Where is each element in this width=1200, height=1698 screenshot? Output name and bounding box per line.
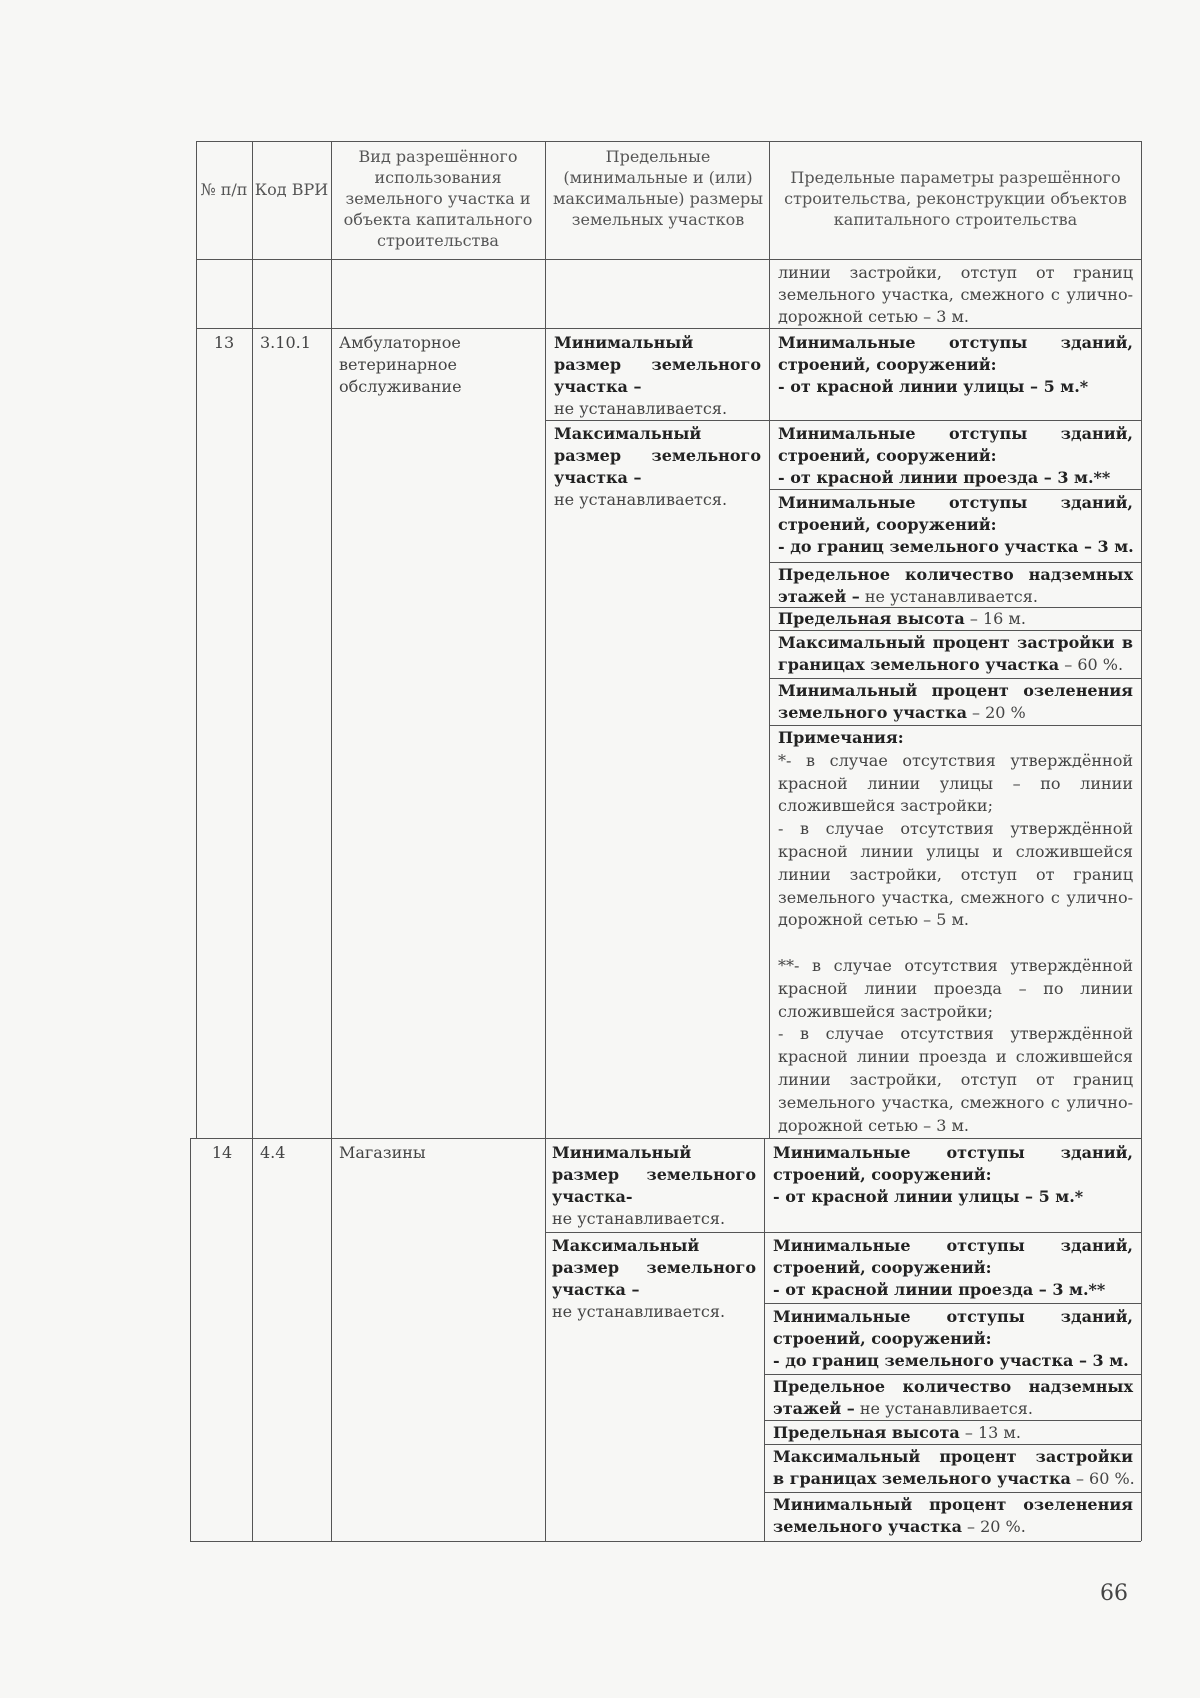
rule-r14-p2 [764,1303,1141,1304]
note-line: дорожной сетью – 5 м. [778,910,970,930]
row13-param-floors [778,564,1133,608]
row13-p1-a: Минимальные отступы зданий, [778,333,1133,352]
row14-min-size-t3: участка- [552,1187,633,1206]
row13-p6-a: Максимальный процент застройки в [778,633,1133,652]
row14-p4-b: этажей – [773,1399,855,1418]
row14-max-size-t3: участка – [552,1280,640,1299]
row13-notes [778,727,1133,1137]
rule-r13-p7 [769,725,1141,726]
row14-p5-b: – 13 м. [959,1423,1021,1442]
header-num: № п/п [200,180,248,199]
row13-p4-c: не устанавливается. [859,587,1038,606]
row14-p3-a: Минимальные отступы зданий, [773,1307,1133,1326]
row13-p5-b: – 16 м. [964,609,1026,628]
rule-r13-p6 [769,678,1141,679]
rule-row13-top [196,328,1141,329]
row13-p7-c: – 20 % [966,703,1026,722]
col-line-0b [190,1138,191,1541]
header-vid: Вид разрешённого использования земельного участка и объекта капитального строительства [343,147,533,250]
row13-notes-title: Примечания: [778,728,904,747]
row13-p7-b: земельного участка [778,703,967,722]
col-line-3 [545,141,546,1541]
row13-p6-c: – 60 %. [1059,655,1124,674]
row14-p6-b: в границах земельного участка [773,1469,1071,1488]
note-line: **- в случае отсутствия утверждённой [778,955,1133,975]
continuation-line: линии застройки, отступ от границ [778,263,1133,282]
row14-param-greening [773,1494,1133,1538]
row13-min-size-title: Минимальный размер земельного участка – [554,333,761,396]
header-size: Предельные (минимальные и (или) максимальные) размеры земельных участков [552,147,764,229]
row14-param-floors [773,1376,1133,1420]
row14-p1-b: строений, сооружений: [773,1165,992,1184]
row14-p7-a: Минимальный процент озеленения [773,1495,1133,1514]
row13-min-size-value: не устанавливается. [554,399,728,418]
row14-param-coverage [773,1446,1133,1490]
note-line: сложившейся застройки; [778,1001,993,1021]
row14-p4-a: Предельное количество надземных [773,1377,1133,1396]
row14-p6-a: Максимальный процент застройки [773,1447,1133,1466]
row14-p7-b: земельного участка [773,1517,962,1536]
row14-max-size-value: не устанавливается. [552,1302,726,1321]
row13-p5-a: Предельная высота [778,609,965,628]
row13-p2-a: Минимальные отступы зданий, [778,424,1133,443]
note-line: красной линии улицы – по линии [778,773,1133,793]
row14-p7-c: – 20 %. [961,1517,1026,1536]
rule-r14-p3 [764,1374,1141,1375]
row14-min-size [552,1142,756,1230]
note-line: - в случае отсутствия утверждённой [778,1024,1133,1044]
row13-param-greening [778,680,1133,724]
col-line-5 [1141,141,1142,1541]
row14-min-size-t2: размер земельного [552,1165,756,1184]
row14-p4-c: не устанавливается. [854,1399,1033,1418]
rule-top [196,141,1141,142]
row13-p1-b: строений, сооружений: [778,355,997,374]
page-number: 66 [1100,1581,1128,1606]
row14-param-setback-passage [773,1235,1133,1301]
row14-param-setback-boundary [773,1306,1133,1372]
row13-p2-b: строений, сооружений: [778,446,997,465]
row13-p2-c: - от красной линии проезда – 3 м.** [778,468,1111,487]
note-line: - в случае отсутствия утверждённой [778,819,1133,839]
row14-max-size-t1: Максимальный [552,1236,700,1255]
note-line: линии застройки, отступ от границ [778,864,1133,884]
continuation-text [778,262,1133,328]
row13-param-setback-passage [778,423,1133,489]
rule-r13-p2 [769,489,1141,490]
row14-param-setback-street [773,1142,1133,1208]
rule-r14-p5 [764,1444,1141,1445]
row13-num: 13 [213,333,235,352]
row14-p2-c: - от красной линии проезда – 3 м.** [773,1280,1106,1299]
row14-p1-a: Минимальные отступы зданий, [773,1143,1133,1162]
header-params: Предельные параметры разрешённого строительства, реконструкции объектов капитального строительства [784,168,1127,229]
row13-max-size-value: не устанавливается. [554,490,728,509]
row14-min-size-value: не устанавливается. [552,1209,726,1228]
note-line: земельного участка, смежного с улично- [778,887,1133,907]
col-line-1 [252,141,253,1541]
row14-p3-b: строений, сооружений: [773,1329,992,1348]
note-line: красной линии проезда – по линии [778,978,1133,998]
row13-max-size-title: Максимальный размер земельного участка – [554,424,761,487]
row14-p6-c: – 60 %. [1070,1469,1135,1488]
rule-header-bottom [196,259,1141,260]
note-line: земельного участка, смежного с улично- [778,1092,1133,1112]
row14-min-size-t1: Минимальный [552,1143,692,1162]
row13-max-size [554,423,761,511]
col-line-2 [331,141,332,1541]
row13-p1-c: - от красной линии улицы – 5 м.* [778,377,1089,396]
row13-p3-b: строений, сооружений: [778,515,997,534]
row13-min-size [554,332,761,420]
note-line: красной линии улицы и сложившейся [778,841,1133,861]
row14-p5-a: Предельная высота [773,1423,960,1442]
row13-p4-b: этажей – [778,587,860,606]
row13-param-height [778,608,1133,630]
note-line: *- в случае отсутствия утверждённой [778,750,1133,770]
row13-param-setback-boundary [778,492,1133,558]
row13-param-setback-street [778,332,1133,398]
row13-p4-a: Предельное количество надземных [778,565,1133,584]
row13-code: 3.10.1 [260,333,311,352]
row13-p7-a: Минимальный процент озеленения [778,681,1133,700]
row14-code: 4.4 [260,1143,286,1162]
row13-p3-c: - до границ земельного участка – 3 м. [778,537,1134,556]
continuation-line: земельного участка, смежного с улично- [778,285,1133,304]
col-line-4b [764,1138,765,1541]
rule-r14-p1 [764,1232,1141,1233]
note-line: красной линии проезда и сложившейся [778,1047,1133,1067]
rule-r14-p4 [764,1420,1141,1421]
rule-r14-size [545,1232,764,1233]
rule-bottom [190,1541,1141,1542]
row14-p3-c: - до границ земельного участка – 3 м. [773,1351,1129,1370]
rule-r13-size [545,420,769,421]
row14-num: 14 [211,1143,233,1162]
row14-param-height [773,1422,1133,1444]
rule-r13-p1 [769,420,1141,421]
row14-max-size [552,1235,756,1323]
row13-param-coverage [778,632,1133,676]
note-line: линии застройки, отступ от границ [778,1069,1133,1089]
rule-r14-p6 [764,1492,1141,1493]
note-line-blank [778,932,1133,955]
row14-p2-a: Минимальные отступы зданий, [773,1236,1133,1255]
row13-p3-a: Минимальные отступы зданий, [778,493,1133,512]
row13-name: Амбулаторное ветеринарное обслуживание [339,333,462,396]
row14-p1-c: - от красной линии улицы – 5 м.* [773,1187,1084,1206]
row14-max-size-t2: размер земельного [552,1258,756,1277]
col-line-4 [769,141,770,1138]
row13-p6-b: границах земельного участка [778,655,1060,674]
header-code: Код ВРИ [254,180,329,199]
continuation-line: дорожной сетью – 3 м. [778,307,970,326]
note-line: дорожной сетью – 3 м. [778,1115,970,1135]
note-line: сложившейся застройки; [778,796,993,816]
row14-name: Магазины [339,1143,426,1162]
rule-row14-top [190,1138,1141,1139]
col-line-0 [196,141,197,1138]
rule-r13-p5 [769,630,1141,631]
rule-r13-p3 [769,562,1141,563]
row14-p2-b: строений, сооружений: [773,1258,992,1277]
